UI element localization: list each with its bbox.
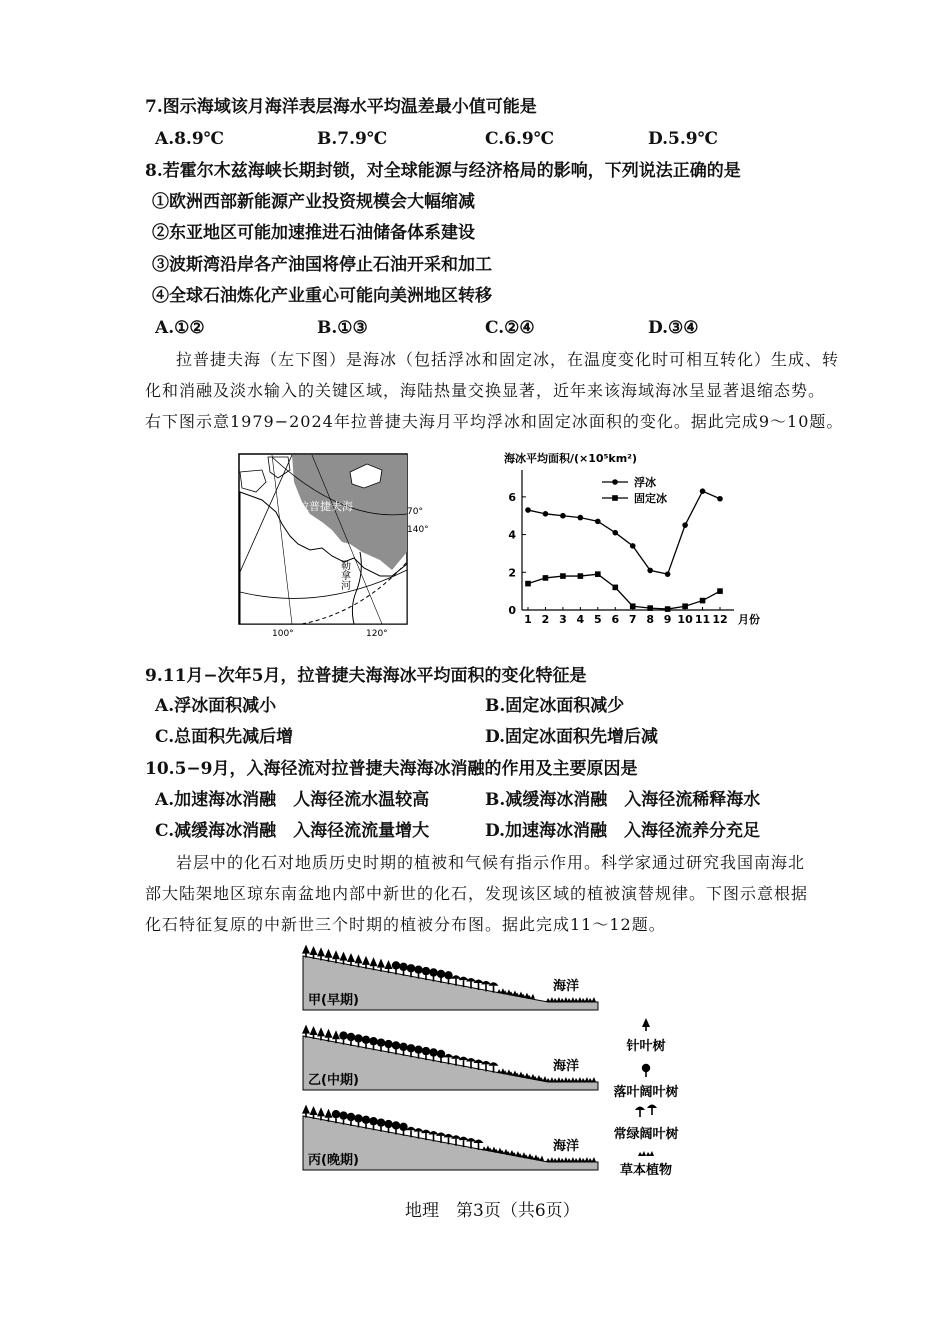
evergreen-tree-icon xyxy=(474,979,484,983)
evergreen-tree-icon xyxy=(481,981,491,985)
chart-y-tick-label: 2 xyxy=(508,566,516,580)
deciduous-tree-icon xyxy=(642,1064,650,1072)
tree-trunk xyxy=(335,1039,337,1043)
evergreen-tree-icon xyxy=(459,977,469,981)
q9-option-b: B.固定冰面积减少 xyxy=(485,696,625,716)
chart-point-2 xyxy=(700,598,706,604)
herb-plant-icon xyxy=(574,997,582,1002)
chart-x-tick-label: 1 xyxy=(524,613,532,626)
tree-trunk xyxy=(463,1140,465,1147)
deciduous-tree-icon xyxy=(347,1113,355,1121)
tree-trunk xyxy=(380,968,382,972)
tree-trunk xyxy=(440,1136,442,1143)
vegetation-distribution-figure xyxy=(298,938,698,1188)
tree-trunk xyxy=(320,956,322,960)
vegetation-panel-2 xyxy=(302,1025,598,1090)
vegetation-panel-label: 甲(早期) xyxy=(308,993,359,1008)
deciduous-tree-icon xyxy=(362,1116,370,1124)
tree-trunk xyxy=(365,1124,367,1129)
conifer-tree-icon xyxy=(370,957,378,966)
conifer-tree-icon xyxy=(332,950,340,959)
deciduous-tree-icon xyxy=(429,968,437,976)
evergreen-tree-icon xyxy=(466,1058,476,1062)
chart-point-2 xyxy=(578,573,584,579)
evergreen-tree-icon xyxy=(421,1130,431,1134)
chart-ylabel: 海冰平均面积/(×10⁵km²) xyxy=(504,452,638,465)
chart-point-1 xyxy=(525,507,531,513)
tree-trunk xyxy=(388,969,390,973)
deciduous-tree-icon xyxy=(339,1031,347,1039)
tree-trunk xyxy=(313,1035,315,1039)
tree-trunk xyxy=(433,977,435,982)
deciduous-tree-icon xyxy=(414,1045,422,1053)
chart-point-1 xyxy=(543,511,549,517)
herb-plant-icon xyxy=(574,1157,582,1162)
evergreen-tree-icon xyxy=(444,1134,454,1138)
conifer-tree-icon xyxy=(385,960,393,969)
tree-trunk xyxy=(493,986,495,993)
conifer-tree-icon xyxy=(362,956,370,965)
chart-x-tick-label: 8 xyxy=(646,613,655,626)
herb-plant-icon xyxy=(567,1157,575,1162)
sea-ice-line-chart xyxy=(498,448,758,633)
tree-trunk xyxy=(350,1041,352,1046)
q10-option-d: D.加速海冰消融 入海径流养分充足 xyxy=(485,821,761,841)
herb-plant-icon xyxy=(497,988,505,993)
herb-plant-icon xyxy=(546,997,554,1002)
herb-plant-icon xyxy=(560,1077,568,1082)
chart-y-tick-label: 0 xyxy=(508,604,516,617)
tree-trunk xyxy=(478,1143,480,1150)
deciduous-tree-icon xyxy=(422,967,430,975)
chart-x-tick-label: 12 xyxy=(712,613,728,626)
evergreen-tree-icon xyxy=(481,1061,491,1065)
chart-legend-label-2: 固定冰 xyxy=(634,492,667,505)
tree-trunk xyxy=(448,979,450,984)
chart-x-tick-label: 10 xyxy=(677,613,693,626)
evergreen-tree-icon xyxy=(474,1059,484,1063)
deciduous-tree-icon xyxy=(377,1118,385,1126)
vegetation-panel-label: 丙(晚期) xyxy=(308,1153,359,1168)
herb-plant-icon xyxy=(588,997,596,1002)
tree-trunk xyxy=(425,975,427,980)
vegetation-panel-3 xyxy=(302,1105,598,1170)
evergreen-tree-icon xyxy=(466,978,476,982)
conifer-tree-icon xyxy=(347,953,355,962)
q10-option-a: A.加速海冰消融 人海径流水温较高 xyxy=(155,790,430,810)
evergreen-tree-icon xyxy=(414,1128,424,1132)
page-footer: 地理 第3页（共6页） xyxy=(405,1201,580,1221)
conifer-tree-icon xyxy=(642,1018,650,1027)
tree-trunk xyxy=(410,1052,412,1057)
tree-trunk xyxy=(358,1122,360,1127)
conifer-tree-icon xyxy=(310,1026,318,1035)
tree-trunk xyxy=(418,974,420,979)
chart-x-tick-label: 7 xyxy=(628,613,637,626)
tree-trunk xyxy=(455,1059,457,1066)
conifer-tree-icon xyxy=(317,947,325,956)
tree-trunk xyxy=(645,1027,647,1031)
tree-trunk xyxy=(358,1042,360,1047)
sea-label: 海洋 xyxy=(553,1139,580,1154)
deciduous-tree-icon xyxy=(437,970,445,978)
tree-trunk xyxy=(313,1115,315,1119)
q7-option-d: D.5.9℃ xyxy=(648,129,719,149)
deciduous-tree-icon xyxy=(354,1114,362,1122)
evergreen-tree-icon xyxy=(451,1055,461,1059)
evergreen-tree-icon xyxy=(459,1137,469,1141)
deciduous-tree-icon xyxy=(392,1041,400,1049)
passage2-line-2: 部大陆架地区琼东南盆地内部中新世的化石，发现该区域的植被演替规律。下图示意根据 xyxy=(145,884,809,903)
chart-x-tick-label: 4 xyxy=(576,613,585,626)
q10-option-c: C.减缓海冰消融 入海径流流量增大 xyxy=(155,821,430,841)
chart-point-1 xyxy=(700,488,706,494)
q10-option-b: B.减缓海冰消融 入海径流稀释海水 xyxy=(485,790,761,810)
tree-trunk xyxy=(448,1137,450,1144)
tree-trunk xyxy=(395,1049,397,1054)
vegetation-panel-label: 乙(中期) xyxy=(308,1073,359,1088)
tree-trunk xyxy=(478,983,480,990)
tree-trunk xyxy=(395,1129,397,1134)
tree-trunk xyxy=(433,1057,435,1062)
chart-x-tick-label: 5 xyxy=(593,613,602,626)
tree-trunk xyxy=(470,982,472,989)
tree-trunk xyxy=(388,1128,390,1133)
q8-option-d: D.③④ xyxy=(648,318,699,338)
chart-x-tick-label: 9 xyxy=(663,613,672,626)
laptev-sea-map xyxy=(232,452,429,642)
conifer-tree-icon xyxy=(310,946,318,955)
chart-point-2 xyxy=(543,575,549,581)
tree-trunk xyxy=(380,1047,382,1052)
deciduous-tree-icon xyxy=(354,1034,362,1042)
herb-plant-icon xyxy=(553,1077,561,1082)
tree-trunk xyxy=(328,1038,330,1042)
tree-trunk xyxy=(470,1142,472,1149)
tree-trunk xyxy=(403,1051,405,1056)
chart-x-tick-label: 2 xyxy=(541,613,550,626)
deciduous-tree-icon xyxy=(347,1033,355,1041)
herb-plant-icon xyxy=(588,1157,596,1162)
sea-label: 海洋 xyxy=(553,1059,580,1074)
evergreen-tree-icon xyxy=(459,1057,469,1061)
herb-plant-icon xyxy=(553,1157,561,1162)
deciduous-tree-icon xyxy=(332,1110,340,1118)
chart-point-1 xyxy=(682,522,688,528)
tree-trunk xyxy=(335,1118,337,1123)
deciduous-tree-icon xyxy=(362,1036,370,1044)
tree-trunk xyxy=(478,1063,480,1070)
map-lon-right-label: 140° xyxy=(407,525,429,535)
map-lon-bottom-right: 120° xyxy=(366,629,388,639)
conifer-tree-icon xyxy=(310,1106,318,1115)
tree-trunk xyxy=(373,1125,375,1130)
tree-trunk xyxy=(395,969,397,974)
tree-trunk xyxy=(418,1132,420,1139)
tree-trunk xyxy=(425,1133,427,1140)
conifer-tree-icon xyxy=(355,954,363,963)
evergreen-tree-icon xyxy=(451,1135,461,1139)
q9-stem: 9.11月−次年5月，拉普捷夫海海冰平均面积的变化特征是 xyxy=(145,666,587,686)
q8-option-a: A.①② xyxy=(155,318,205,338)
vegetation-legend xyxy=(613,1018,678,1178)
chart-x-tick-label: 3 xyxy=(559,613,567,626)
chart-point-1 xyxy=(578,515,584,521)
tree-trunk xyxy=(305,1114,307,1118)
conifer-tree-icon xyxy=(302,945,310,954)
passage2-line-3: 化石特征复原的中新世三个时期的植被分布图。据此完成11～12题。 xyxy=(145,915,666,934)
vegetation-panel-1 xyxy=(302,945,598,1010)
q9-option-a: A.浮冰面积减小 xyxy=(155,696,277,716)
evergreen-tree-icon xyxy=(429,1131,439,1135)
chart-series-line-1 xyxy=(528,491,720,574)
conifer-tree-icon xyxy=(317,1107,325,1116)
tree-trunk xyxy=(373,1045,375,1050)
chart-point-1 xyxy=(717,496,723,502)
q10-stem: 10.5−9月，入海径流对拉普捷夫海海冰消融的作用及主要原因是 xyxy=(145,759,638,779)
q8-option-c: C.②④ xyxy=(485,318,535,338)
chart-point-1 xyxy=(665,571,671,577)
chart-point-2 xyxy=(612,585,618,591)
tree-trunk xyxy=(343,961,345,965)
tree-trunk xyxy=(373,966,375,970)
chart-series-line-2 xyxy=(528,574,720,609)
herb-plant-icon xyxy=(497,1068,505,1073)
tree-trunk xyxy=(470,1062,472,1069)
chart-legend-marker-2 xyxy=(612,495,618,501)
tree-trunk xyxy=(403,971,405,976)
tree-trunk xyxy=(463,980,465,987)
herb-plant-icon xyxy=(567,1077,575,1082)
conifer-tree-icon xyxy=(332,1030,340,1039)
deciduous-tree-icon xyxy=(392,961,400,969)
tree-trunk xyxy=(320,1036,322,1040)
chart-point-2 xyxy=(717,588,723,594)
legend-evergreen-label: 常绿阔叶树 xyxy=(613,1127,679,1142)
herb-plant-icon xyxy=(567,997,575,1002)
tree-trunk xyxy=(463,1060,465,1067)
chart-point-1 xyxy=(595,519,601,525)
tree-trunk xyxy=(328,1118,330,1122)
herb-plant-icon xyxy=(553,997,561,1002)
conifer-tree-icon xyxy=(302,1025,310,1034)
tree-trunk xyxy=(418,1054,420,1059)
deciduous-tree-icon xyxy=(422,1047,430,1055)
chart-point-2 xyxy=(647,605,653,611)
q8-statement-3: ③波斯湾沿岸各产油国将停止石油开采和加工 xyxy=(152,255,492,275)
herb-plant-icon xyxy=(581,997,589,1002)
q8-statement-2: ②东亚地区可能加速推进石油储备体系建设 xyxy=(152,223,475,243)
sea-label: 海洋 xyxy=(553,979,580,994)
legend-deciduous-label: 落叶阔叶树 xyxy=(613,1085,679,1100)
tree-trunk xyxy=(651,1108,653,1115)
tree-trunk xyxy=(493,1066,495,1073)
tree-trunk xyxy=(425,1055,427,1060)
tree-trunk xyxy=(343,1120,345,1125)
herb-plant-icon xyxy=(588,1077,596,1082)
legend-herb-label: 草本植物 xyxy=(619,1163,673,1178)
chart-point-2 xyxy=(595,571,601,577)
herb-plant-icon xyxy=(546,1157,554,1162)
tree-trunk xyxy=(410,1130,412,1137)
chart-y-tick-label: 4 xyxy=(508,528,516,542)
deciduous-tree-icon xyxy=(414,965,422,973)
tree-trunk xyxy=(455,979,457,986)
herb-plant-icon xyxy=(581,1077,589,1082)
q7-option-a: A.8.9℃ xyxy=(155,129,225,149)
tree-trunk xyxy=(350,1121,352,1126)
chart-point-2 xyxy=(525,581,531,587)
conifer-tree-icon xyxy=(325,949,333,958)
tree-trunk xyxy=(639,1110,641,1117)
herb-plant-icon xyxy=(646,1151,654,1156)
conifer-tree-icon xyxy=(317,1027,325,1036)
chart-point-1 xyxy=(647,568,653,574)
chart-x-tick-label: 6 xyxy=(611,613,620,626)
herb-plant-icon xyxy=(638,1151,646,1156)
tree-trunk xyxy=(365,1044,367,1049)
evergreen-tree-icon xyxy=(489,1062,499,1066)
q8-stem: 8.若霍尔木兹海峡长期封锁，对全球能源与经济格局的影响，下列说法正确的是 xyxy=(145,161,741,181)
chart-xlabel: 月份 xyxy=(738,613,760,626)
legend-conifer-label: 针叶树 xyxy=(626,1039,666,1054)
tree-trunk xyxy=(320,1116,322,1120)
deciduous-tree-icon xyxy=(377,1038,385,1046)
q9-option-d: D.固定冰面积先增后减 xyxy=(485,727,659,747)
conifer-tree-icon xyxy=(325,1029,333,1038)
map-lat-label: 70° xyxy=(407,507,423,517)
deciduous-tree-icon xyxy=(407,964,415,972)
q8-statement-1: ①欧洲西部新能源产业投资规模会大幅缩减 xyxy=(152,192,475,212)
tree-trunk xyxy=(380,1127,382,1132)
evergreen-tree-icon xyxy=(474,1139,484,1143)
chart-point-1 xyxy=(560,513,566,519)
tree-trunk xyxy=(403,1131,405,1136)
tree-trunk xyxy=(328,958,330,962)
chart-point-1 xyxy=(630,543,636,549)
passage1-line-2: 化和消融及淡水输入的关键区域，海陆热量交换显著，近年来该海域海冰呈显著退缩态势。 xyxy=(145,381,826,400)
tree-trunk xyxy=(433,1135,435,1142)
herb-plant-icon xyxy=(581,1157,589,1162)
deciduous-tree-icon xyxy=(384,1040,392,1048)
chart-point-1 xyxy=(612,530,618,536)
deciduous-tree-icon xyxy=(399,963,407,971)
herb-plant-icon xyxy=(560,997,568,1002)
tree-trunk xyxy=(335,959,337,963)
tree-trunk xyxy=(350,962,352,966)
tree-trunk xyxy=(455,1139,457,1146)
evergreen-tree-icon xyxy=(635,1107,645,1111)
tree-trunk xyxy=(410,972,412,977)
tree-trunk xyxy=(313,955,315,959)
q8-statement-4: ④全球石油炼化产业重心可能向美洲地区转移 xyxy=(152,286,492,306)
deciduous-tree-icon xyxy=(339,1111,347,1119)
conifer-tree-icon xyxy=(325,1109,333,1118)
conifer-tree-icon xyxy=(340,952,348,961)
passage1-line-3: 右下图示意1979−2024年拉普捷夫海月平均浮冰和固定冰面积的变化。据此完成9～10题。 xyxy=(145,412,844,431)
chart-point-2 xyxy=(682,603,688,609)
deciduous-tree-icon xyxy=(384,1120,392,1128)
herb-plant-icon xyxy=(546,1077,554,1082)
passage1-line-1: 拉普捷夫海（左下图）是海冰（包括浮冰和固定冰，在温度变化时可相互转化）生成、转 xyxy=(176,350,840,369)
deciduous-tree-icon xyxy=(407,1044,415,1052)
tree-trunk xyxy=(440,1058,442,1063)
tree-trunk xyxy=(448,1057,450,1064)
herb-plant-icon xyxy=(482,1145,490,1150)
chart-point-2 xyxy=(665,606,671,612)
herb-plant-icon xyxy=(574,1077,582,1082)
map-river-label: 勒拿河 xyxy=(338,560,350,590)
tree-trunk xyxy=(440,978,442,983)
q8-option-b: B.①③ xyxy=(317,318,368,338)
tree-trunk xyxy=(358,963,360,967)
deciduous-tree-icon xyxy=(369,1117,377,1125)
chart-point-2 xyxy=(560,573,566,579)
tree-trunk xyxy=(305,954,307,958)
evergreen-tree-icon xyxy=(489,982,499,986)
q7-option-c: C.6.9℃ xyxy=(485,129,555,149)
evergreen-tree-icon xyxy=(647,1105,657,1109)
evergreen-tree-icon xyxy=(466,1138,476,1142)
tree-trunk xyxy=(305,1034,307,1038)
q7-option-b: B.7.9℃ xyxy=(317,129,388,149)
passage2-line-1: 岩层中的化石对地质历史时期的植被和气候有指示作用。科学家通过研究我国南海北 xyxy=(176,853,806,872)
conifer-tree-icon xyxy=(302,1105,310,1114)
map-lon-bottom-left: 100° xyxy=(272,629,294,639)
tree-trunk xyxy=(485,984,487,991)
chart-x-tick-label: 11 xyxy=(694,613,711,626)
q9-option-c: C.总面积先减后增 xyxy=(155,727,294,747)
conifer-tree-icon xyxy=(377,959,385,968)
tree-trunk xyxy=(365,965,367,969)
tree-trunk xyxy=(645,1072,647,1077)
herb-plant-icon xyxy=(560,1157,568,1162)
deciduous-tree-icon xyxy=(399,1043,407,1051)
deciduous-tree-icon xyxy=(392,1121,400,1129)
chart-y-tick-label: 6 xyxy=(508,490,516,504)
tree-trunk xyxy=(485,1064,487,1071)
tree-trunk xyxy=(388,1048,390,1053)
map-sea-label: 拉普捷夫海 xyxy=(298,500,353,513)
chart-legend-marker-1 xyxy=(612,479,618,485)
tree-trunk xyxy=(343,1040,345,1045)
chart-point-2 xyxy=(630,603,636,609)
evergreen-tree-icon xyxy=(436,1132,446,1136)
deciduous-tree-icon xyxy=(369,1037,377,1045)
q7-stem: 7.图示海域该月海洋表层海水平均温差最小值可能是 xyxy=(145,97,537,117)
chart-legend-label-1: 浮冰 xyxy=(634,476,656,489)
deciduous-tree-icon xyxy=(429,1048,437,1056)
